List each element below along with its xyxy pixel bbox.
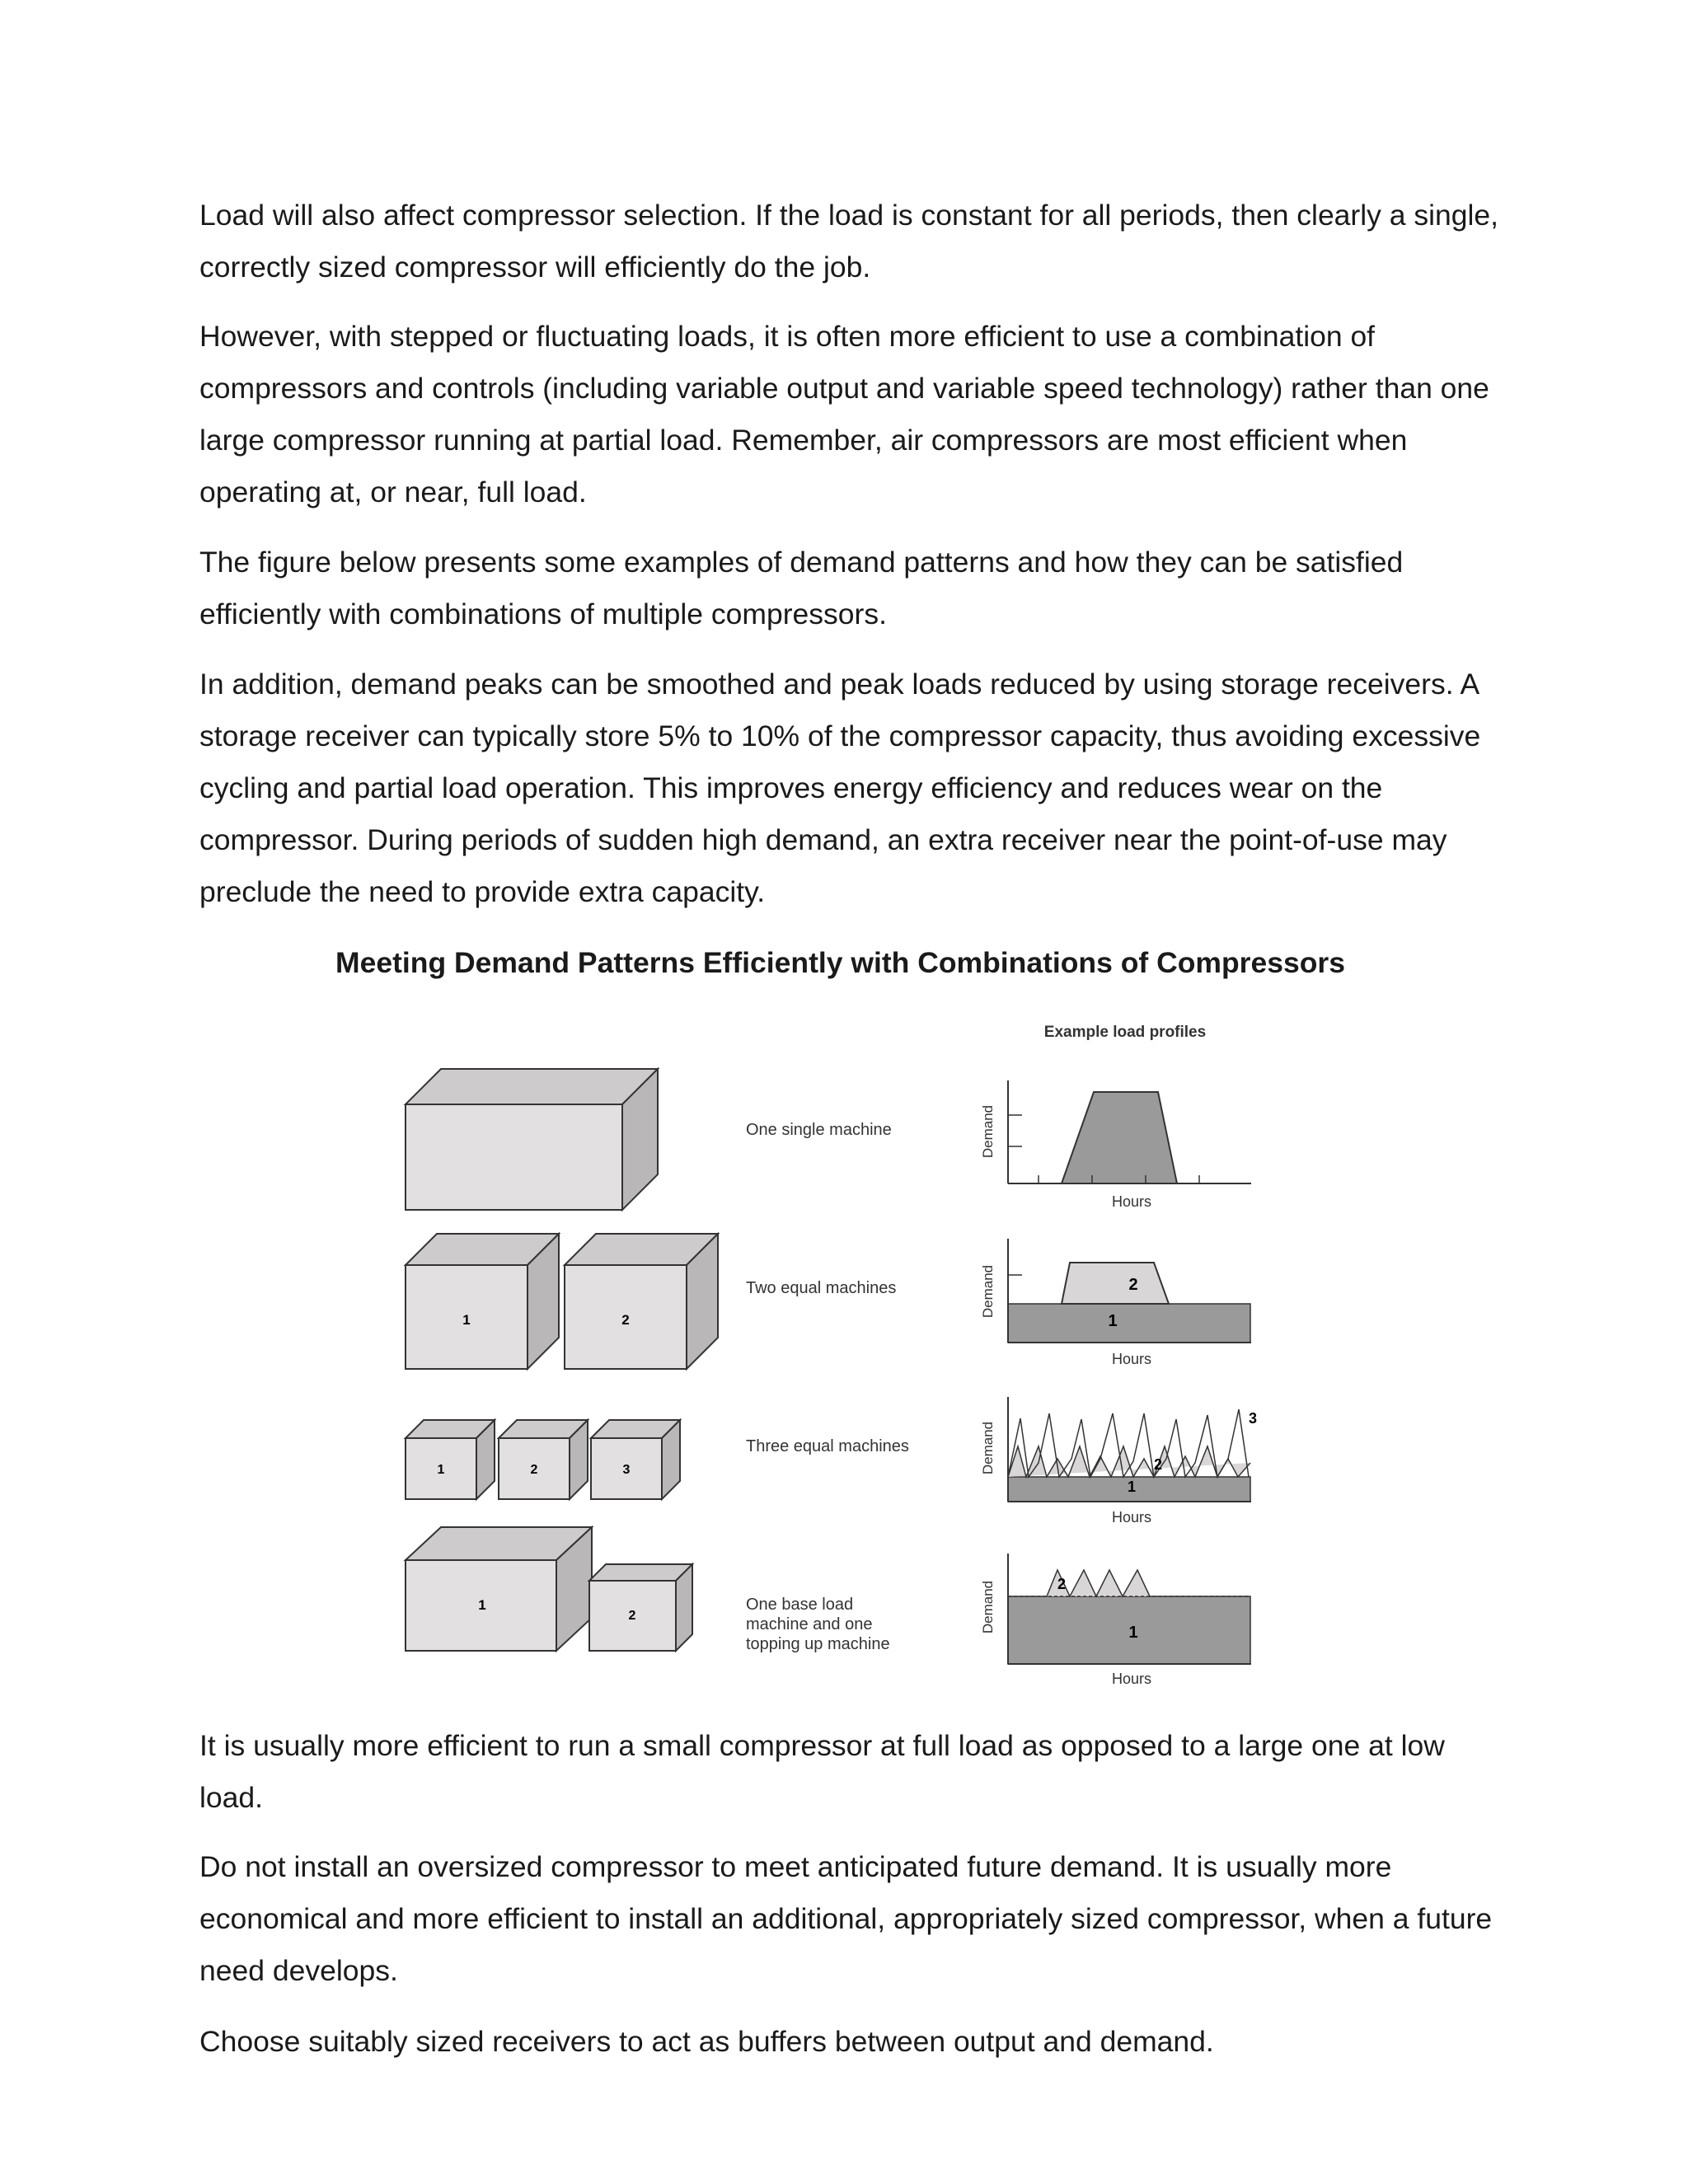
caption-two-machines: Two equal machines	[746, 1279, 897, 1297]
axis-label-demand: Demand	[980, 1580, 996, 1634]
profile-segment-label: 1	[1128, 1624, 1138, 1642]
machine-label: 3	[622, 1463, 631, 1477]
axis-label-demand: Demand	[980, 1264, 996, 1319]
profiles-heading: Example load profiles	[1043, 1024, 1207, 1041]
profile-segment-label: 3	[1248, 1410, 1258, 1427]
compressor-demand-figure	[387, 1010, 1302, 1694]
axis-label-demand: Demand	[980, 1421, 996, 1475]
load-profile-base-topping	[980, 1554, 1251, 1687]
paragraph-small-compressor: It is usually more efficient to run a small compressor at full load as opposed to a large one at low load.	[199, 1729, 1445, 1814]
axis-label-hours: Hours	[1111, 1193, 1152, 1210]
caption-base-topping-line3: topping up machine	[746, 1635, 890, 1653]
profile-segment-label: 2	[1153, 1456, 1163, 1473]
machine-box-2	[499, 1420, 588, 1499]
caption-base-topping-line1: One base load	[746, 1596, 854, 1614]
axis-label-hours: Hours	[1111, 1671, 1152, 1687]
machine-label: 2	[621, 1312, 630, 1328]
paragraph-receivers: Choose suitably sized receivers to act as buffers between output and demand.	[199, 2025, 1214, 2058]
caption-base-topping-line2: machine and one	[746, 1615, 873, 1633]
paragraph-load-selection: Load will also affect compressor selection. If the load is constant for all periods, then clearly a single, correctly sized compressor will efficiently do the job.	[199, 199, 1498, 284]
machine-label: 1	[462, 1312, 471, 1328]
machine-label: 1	[437, 1463, 445, 1477]
paragraph-storage-receivers: In addition, demand peaks can be smoothed and peak loads reduced by using storage receivers. A storage receiver can typically store 5% to 10% of the compressor capacity, thus avoiding excessive cycling and partial load operation. This improves energy efficiency and reduces wear on the compressor. During periods of sudden high demand, an extra receiver near the point-of-use may preclude the need to provide extra capacity.	[199, 668, 1481, 908]
axis-label-hours: Hours	[1111, 1351, 1152, 1367]
machine-label: 2	[530, 1463, 538, 1477]
machine-label: 2	[628, 1609, 636, 1623]
profile-segment-label: 2	[1128, 1276, 1138, 1294]
axis-label-hours: Hours	[1111, 1509, 1152, 1526]
figure-title: Meeting Demand Patterns Efficiently with Combinations of Compressors	[335, 946, 1345, 979]
profile-segment-label: 1	[1127, 1479, 1137, 1495]
caption-single-machine: One single machine	[746, 1121, 892, 1139]
single-machine-box	[406, 1069, 658, 1210]
machine-box-1	[406, 1234, 559, 1369]
load-profile-single	[980, 1080, 1251, 1210]
load-profile-three-machines	[980, 1397, 1257, 1526]
profile-segment-label: 1	[1108, 1312, 1118, 1330]
caption-three-machines: Three equal machines	[746, 1437, 909, 1455]
machine-box-3	[591, 1420, 680, 1499]
load-profile-two-machines	[980, 1239, 1251, 1367]
paragraph-oversized: Do not install an oversized compressor to meet anticipated future demand. It is usually more economical and more efficient to install an additional, appropriately sized compressor, when a future need develops.	[199, 1850, 1493, 1987]
machine-label: 1	[478, 1597, 486, 1613]
machine-box-1	[406, 1420, 495, 1499]
topping-up-machine-box	[589, 1564, 692, 1651]
paragraph-figure-intro: The figure below presents some examples of demand patterns and how they can be satisfied efficiently with combinations of multiple compressors.	[199, 546, 1404, 630]
machine-box-2	[565, 1234, 718, 1369]
axis-label-demand: Demand	[980, 1104, 996, 1159]
paragraph-stepped-loads: However, with stepped or fluctuating loads, it is often more efficient to use a combination of compressors and controls (including variable output and variable speed technology) rather than one large compressor running at partial load. Remember, air compressors are most efficient when operating at, or near, full load.	[199, 320, 1489, 509]
profile-segment-label: 2	[1057, 1576, 1067, 1592]
base-load-machine-box	[406, 1527, 592, 1651]
